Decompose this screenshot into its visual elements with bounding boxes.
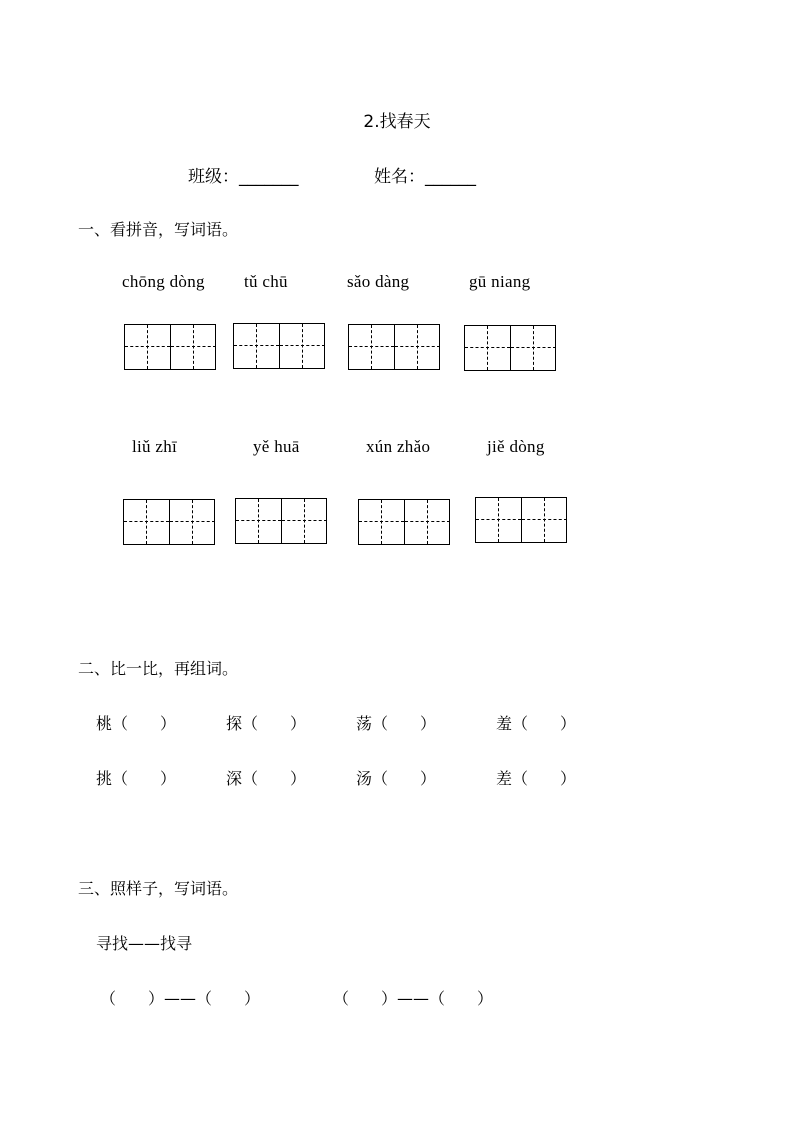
section2-heading: 二、比一比，再组词。	[78, 659, 239, 678]
writing-grid[interactable]	[348, 324, 440, 370]
fill-blank-2: （ ）——（ ）	[333, 989, 494, 1008]
section3-heading: 三、照样子，写词语。	[78, 879, 239, 898]
word-group-item: 探（ ）	[226, 714, 307, 733]
writing-grid[interactable]	[233, 323, 325, 369]
class-blank: _______	[239, 167, 299, 187]
pinyin-item: chōng dòng	[122, 272, 205, 291]
word-group-item: 汤（ ）	[356, 769, 437, 788]
pinyin-item: jiě dòng	[487, 437, 545, 456]
name-label: 姓名：	[374, 167, 425, 187]
writing-grid[interactable]	[235, 498, 327, 544]
fill-blank-1: （ ）——（ ）	[100, 989, 261, 1008]
pinyin-item: gū niang	[469, 272, 531, 291]
pinyin-item: sǎo dàng	[347, 272, 410, 291]
word-group-item: 桃（ ）	[96, 714, 177, 733]
writing-grid[interactable]	[123, 499, 215, 545]
writing-grid[interactable]	[358, 499, 450, 545]
pinyin-item: xún zhǎo	[366, 437, 431, 456]
page-title: 2.找春天	[363, 112, 431, 132]
word-group-item: 羞（ ）	[496, 714, 577, 733]
writing-grid[interactable]	[464, 325, 556, 371]
pinyin-item: liǔ zhī	[132, 437, 178, 456]
name-field	[374, 162, 476, 187]
word-group-item: 挑（ ）	[96, 769, 177, 788]
writing-grid[interactable]	[475, 497, 567, 543]
word-group-item: 荡（ ）	[356, 714, 437, 733]
example-text: 寻找——找寻	[96, 934, 193, 953]
writing-grid[interactable]	[124, 324, 216, 370]
class-field	[188, 162, 299, 187]
section1-heading: 一、看拼音，写词语。	[78, 220, 239, 239]
word-group-item: 差（ ）	[496, 769, 577, 788]
pinyin-item: tǔ chū	[244, 272, 288, 291]
class-label: 班级：	[188, 167, 239, 187]
pinyin-item: yě huā	[253, 437, 300, 456]
name-blank: ______	[425, 167, 476, 187]
word-group-item: 深（ ）	[226, 769, 307, 788]
